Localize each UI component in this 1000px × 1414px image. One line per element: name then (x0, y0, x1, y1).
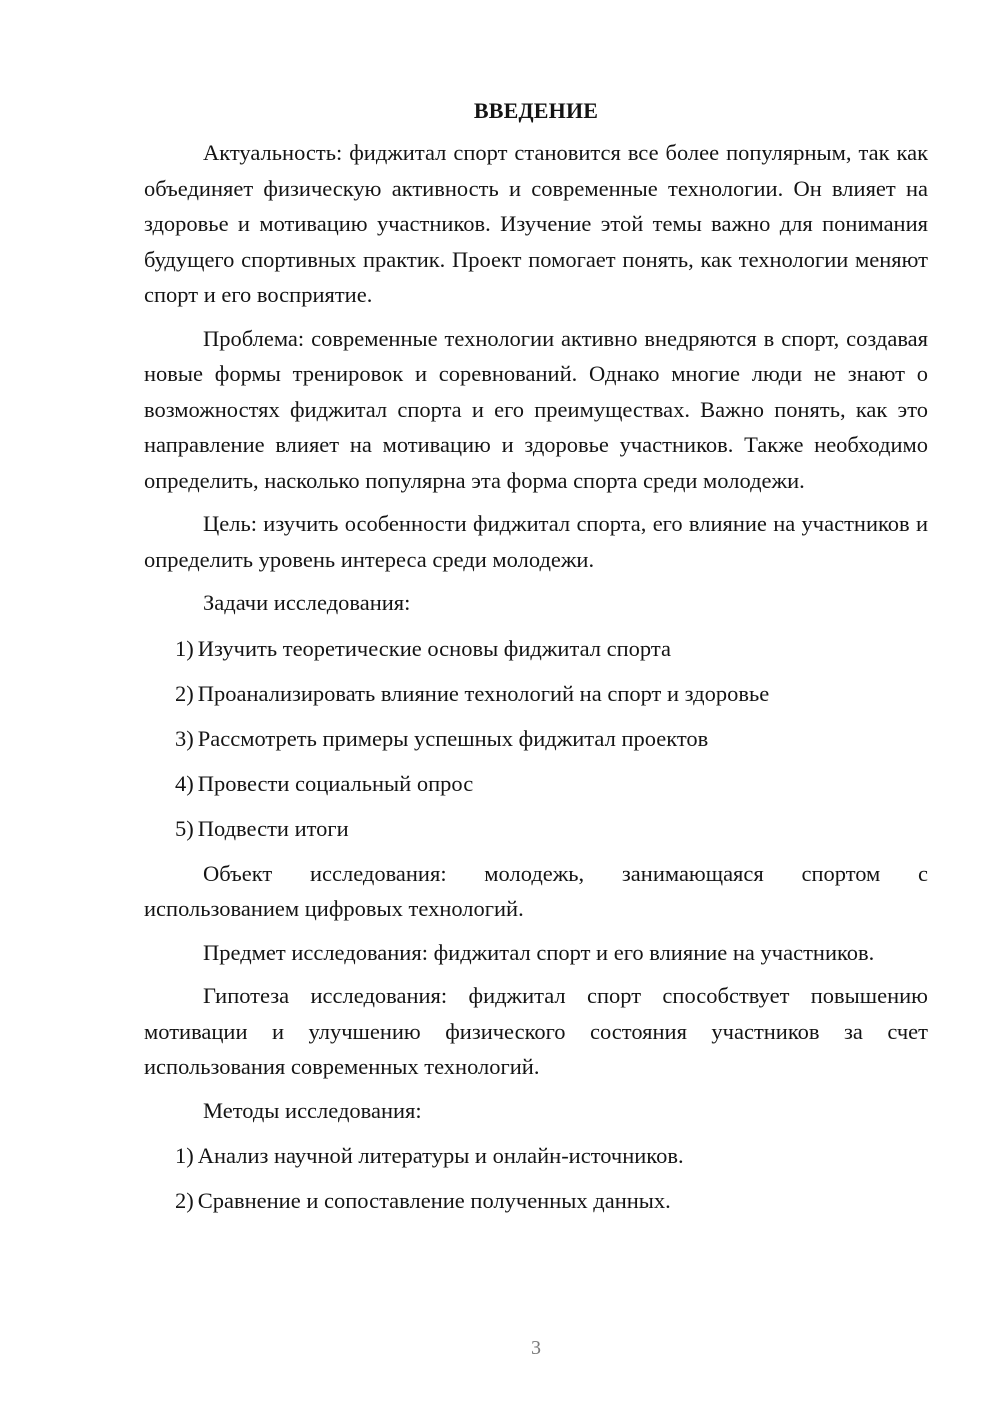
list-item-number: 1) (175, 1143, 194, 1168)
list-item (144, 676, 928, 712)
list-item (144, 811, 928, 847)
list-item-text: Проанализировать влияние технологий на спорт и здоровье (197, 680, 770, 706)
tasks-heading: Задачи исследования: (203, 590, 411, 615)
list-item-number: 5) (175, 815, 194, 841)
list-item-text: Анализ научной литературы и онлайн-источников. (197, 1143, 684, 1168)
problem-paragraph: Проблема: современные технологии активно внедряются в спорт, создавая новые формы тренировок и соревнований. Однако многие люди не знают о возможностях фиджитал спорта и его преимуществах. Важно понять, как это направление влияет на мотивацию и здоровье участников. Также необходимо определить, насколько популярна эта форма спорта среди молодежи. (144, 325, 928, 493)
list-item (144, 721, 928, 757)
methods-list (144, 1138, 928, 1219)
list-item-number: 2) (175, 680, 194, 706)
page-number: 3 (531, 1337, 541, 1359)
list-item (144, 766, 928, 802)
list-item-number: 4) (175, 770, 194, 796)
hypothesis-paragraph: Гипотеза исследования: фиджитал спорт способствует повышению мотивации и улучшению физического состояния участников за счет использования современных технологий. (144, 983, 928, 1079)
list-item-text: Сравнение и сопоставление полученных данных. (197, 1188, 671, 1213)
list-item-number: 2) (175, 1188, 194, 1213)
list-item (144, 1183, 928, 1219)
methods-heading: Методы исследования: (203, 1097, 422, 1123)
list-item (144, 1138, 928, 1174)
page-title: ВВЕДЕНИЕ (473, 98, 599, 123)
list-item-number: 1) (175, 635, 194, 661)
list-item-text: Провести социальный опрос (197, 770, 474, 796)
list-item-number: 3) (175, 725, 194, 751)
goal-paragraph: Цель: изучить особенности фиджитал спорта, его влияние на участников и определить уровень интереса среди молодежи. (144, 511, 928, 572)
list-item-text: Изучить теоретические основы фиджитал спорта (197, 635, 671, 661)
list-item (144, 631, 928, 667)
object-paragraph: Объект исследования: молодежь, занимающаяся спортом с использованием цифровых технологий. (144, 860, 928, 921)
list-item-text: Рассмотреть примеры успешных фиджитал проектов (197, 725, 709, 751)
tasks-list (144, 631, 928, 847)
page-content (144, 96, 928, 1228)
relevance-paragraph: Актуальность: фиджитал спорт становится все более популярным, так как объединяет физическую активность и современные технологии. Он влияет на здоровье и мотивацию участников. Изучение этой темы важно для понимания будущего спортивных практик. Проект помогает понять, как технологии меняют спорт и его восприятие. (144, 140, 928, 307)
list-item-text: Подвести итоги (197, 815, 349, 841)
subject-paragraph: Предмет исследования: фиджитал спорт и его влияние на участников. (203, 939, 875, 965)
